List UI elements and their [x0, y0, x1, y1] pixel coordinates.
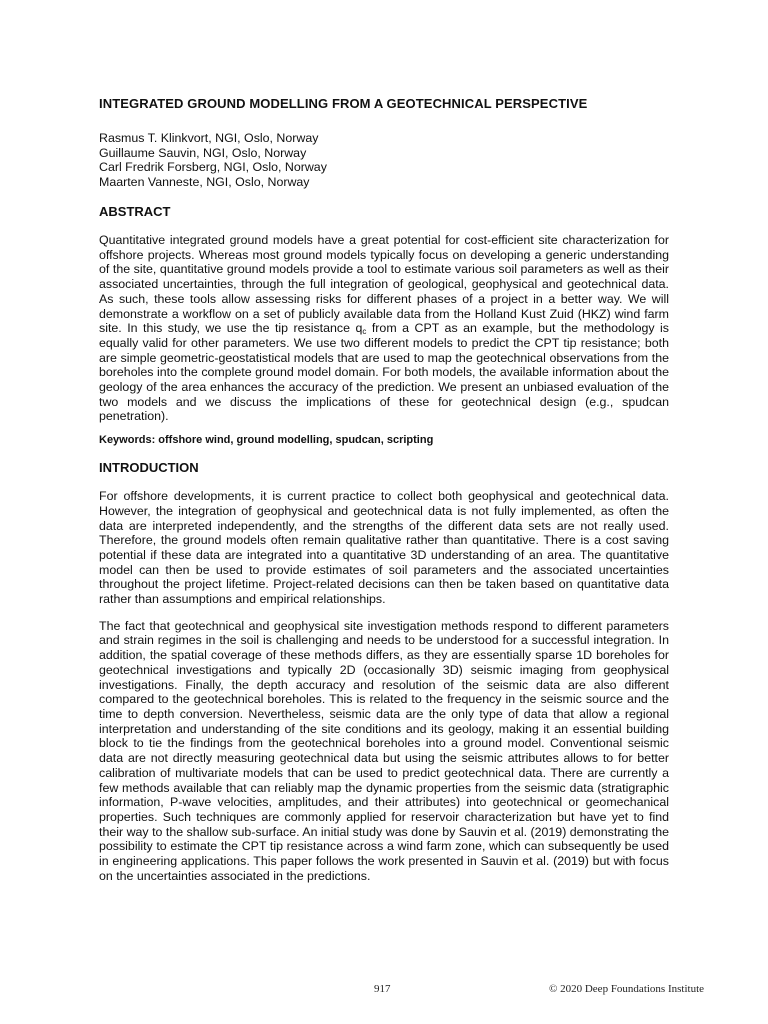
author-list — [99, 131, 669, 189]
author-line: Rasmus T. Klinkvort, NGI, Oslo, Norway — [99, 131, 319, 145]
abstract-heading: ABSTRACT — [99, 204, 171, 219]
abstract-text-part2: from a CPT as an example, but the methodology is equally valid for other parameters. We use two different models to predict the CPT tip resistance; both are simple geometric-geostatistical models that are used to map the geotechnical observations from the boreholes into the complete ground model domain. For both models, the available information about the geology of the area enhances the accuracy of the prediction. We present an unbiased evaluation of the two models and we discuss the implications of these for geotechnical design (e.g., spudcan penetration). — [99, 321, 669, 424]
abstract-text — [99, 233, 669, 424]
paper-title: INTEGRATED GROUND MODELLING FROM A GEOTECHNICAL PERSPECTIVE — [99, 96, 588, 111]
page-number: 917 — [374, 983, 391, 995]
introduction-heading: INTRODUCTION — [99, 460, 199, 476]
author-line: Maarten Vanneste, NGI, Oslo, Norway — [99, 174, 310, 189]
copyright-notice: © 2020 Deep Foundations Institute — [549, 983, 705, 995]
abstract-subscript: c — [362, 327, 367, 337]
paper-page — [99, 96, 669, 883]
abstract-text-part1: Quantitative integrated ground models have a great potential for cost-efficient site characterization for offshore projects. Whereas most ground models typically focus on developing a generic understanding of the site, quantitative ground models provide a tool to estimate various soil parameters as well as their associated uncertainties, through the full integration of geological, geophysical and geotechnical data. As such, these tools allow assessing risks for different phases of a project in a better way. We will demonstrate a workflow on a set of publicly available data from the Holland Kust Zuid (HKZ) wind farm site. In this study, we use the tip resistance q — [99, 233, 669, 336]
author-line: Guillaume Sauvin, NGI, Oslo, Norway — [99, 145, 307, 160]
introduction-paragraph: For offshore developments, it is current practice to collect both geophysical and geotechnical data. However, the integration of geophysical and geotechnical data is not fully implemented, as often the data are interpreted independently, and the strengths of the different data sets are not really used. Therefore, the ground models often remain qualitative rather than quantitative. There is a cost saving potential if these data are integrated into a quantitative 3D understanding of an area. The quantitative model can then be used to provide estimates of soil parameters and the associated uncertainties throughout the project lifetime. Project-related decisions can then be taken based on quantitative data rather than assumptions and empirical relationships. — [99, 489, 669, 607]
keywords-line: Keywords: offshore wind, ground modelling, spudcan, scripting — [99, 434, 434, 447]
author-line: Carl Fredrik Forsberg, NGI, Oslo, Norway — [99, 160, 327, 174]
introduction-paragraph: The fact that geotechnical and geophysical site investigation methods respond to different parameters and strain regimes in the soil is challenging and needs to be understood for a successful integration. In addition, the spatial coverage of these methods differs, as they are essentially sparse 1D boreholes for geotechnical investigations and typically 2D (occasionally 3D) seismic imaging from geophysical investigations. Finally, the depth accuracy and resolution of the seismic data are also different compared to the geotechnical boreholes. This is related to the frequency in the seismic source and the time to depth conversion. Nevertheless, seismic data are the only type of data that allow a regional interpretation and understanding of the site conditions and its geology, making it an essential building block to tie the findings from the geotechnical boreholes into a ground model. Conventional seismic data are not directly measuring geotechnical data but using the seismic attributes allows to for better calibration of multivariate models that can be used to predict geotechnical data. There are currently a few methods available that can reliably map the dynamic properties from the seismic data (stratigraphic information, P-wave velocities, amplitudes, and their attributes) into geotechnical or geomechanical properties. Such techniques are commonly applied for reservoir characterization but have yet to find their way to the shallow sub-surface. An initial study was done by Sauvin et al. (2019) demonstrating the possibility to estimate the CPT tip resistance across a wind farm zone, which can subsequently be used in engineering applications. This paper follows the work presented in Sauvin et al. (2019) but with focus on the uncertainties associated in the predictions. — [99, 618, 669, 883]
